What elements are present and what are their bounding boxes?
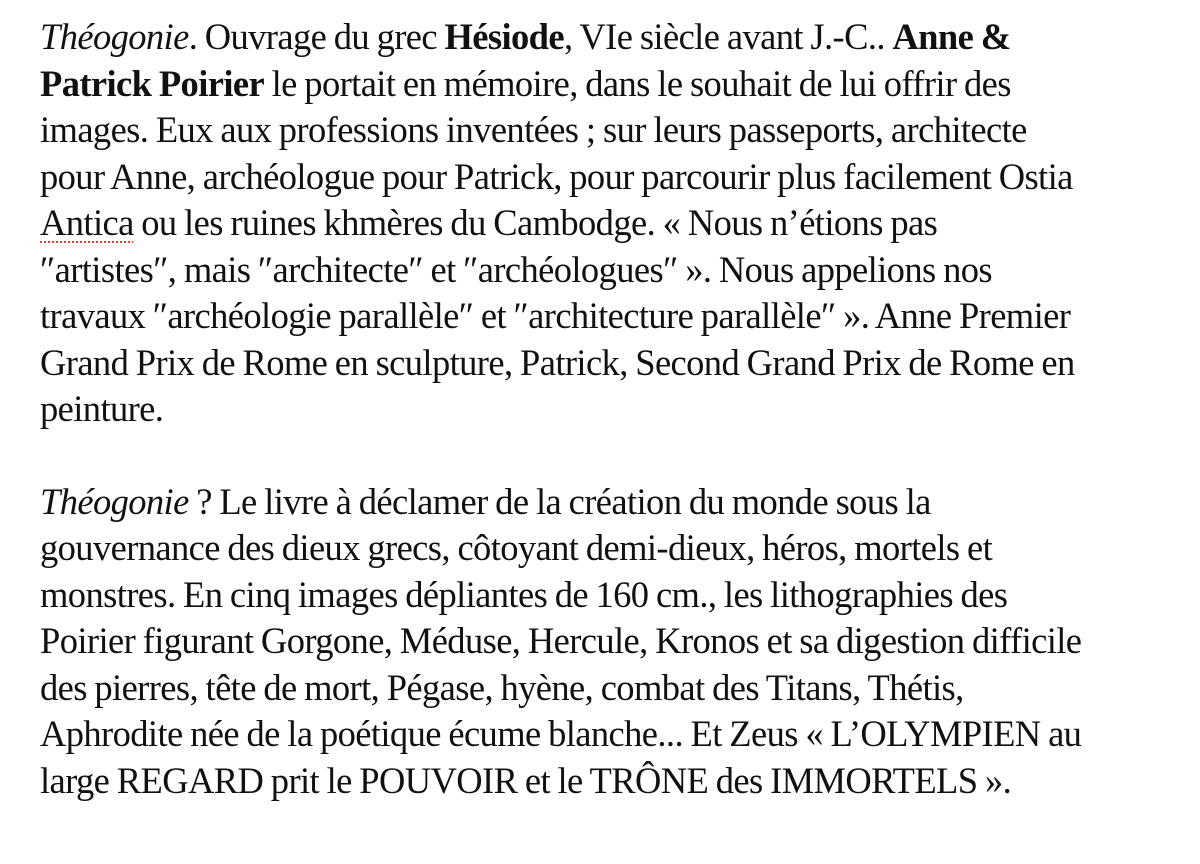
line: pour Anne, archéologue pour Patrick, pour parcourir plus facilement Ostia	[40, 155, 1073, 197]
line: peinture.	[40, 388, 164, 429]
author-name: Hésiode	[444, 16, 564, 57]
line	[40, 14, 1180, 61]
line: Aphrodite née de la poétique écume blanche... Et Zeus « L’OLYMPIEN au	[40, 713, 1082, 754]
line: des pierres, tête de mort, Pégase, hyène, combat des Titans, Thétis,	[40, 666, 964, 708]
line: images. Eux aux professions inventées ; sur leurs passeports, architecte	[40, 109, 1027, 150]
book-title: Théogonie	[40, 480, 189, 522]
line	[40, 479, 1180, 526]
line: travaux ″archéologie parallèle″ et ″architecture parallèle″ ». Anne Premier	[40, 295, 1071, 336]
misspelled-word[interactable]: Antica	[40, 202, 134, 243]
book-title: Théogonie	[40, 16, 189, 57]
artist-name: Patrick Poirier	[40, 62, 265, 104]
line: gouvernance des dieux grecs, côtoyant demi-dieux, héros, mortels et	[40, 527, 993, 568]
line	[40, 61, 1180, 108]
line	[40, 200, 1180, 247]
text-run: , VIe siècle avant J.-C..	[564, 16, 893, 57]
line: large REGARD prit le POUVOIR et le TRÔNE des IMMORTELS ».	[40, 759, 1012, 801]
line: Poirier figurant Gorgone, Méduse, Hercule, Kronos et sa digestion difficile	[40, 620, 1082, 661]
artist-name: Anne &	[892, 16, 1011, 57]
line: ″artistes″, mais ″architecte″ et ″archéologues″ ». Nous appelions nos	[40, 248, 993, 290]
paragraph-2	[40, 479, 1180, 805]
text-run: le portait en mémoire, dans le souhait de lui offrir des	[264, 62, 1011, 104]
text-run: ? Le livre à déclamer de la création du monde sous la	[188, 480, 931, 522]
line: Grand Prix de Rome en sculpture, Patrick, Second Grand Prix de Rome en	[40, 341, 1075, 383]
text-run: . Ouvrage du grec	[188, 16, 445, 57]
line: monstres. En cinq images dépliantes de 160 cm., les lithographies des	[40, 573, 1008, 615]
text-run: ou les ruines khmères du Cambodge. « Nous n’étions pas	[133, 202, 938, 243]
document-body	[40, 14, 1180, 804]
paragraph-1	[40, 14, 1180, 433]
